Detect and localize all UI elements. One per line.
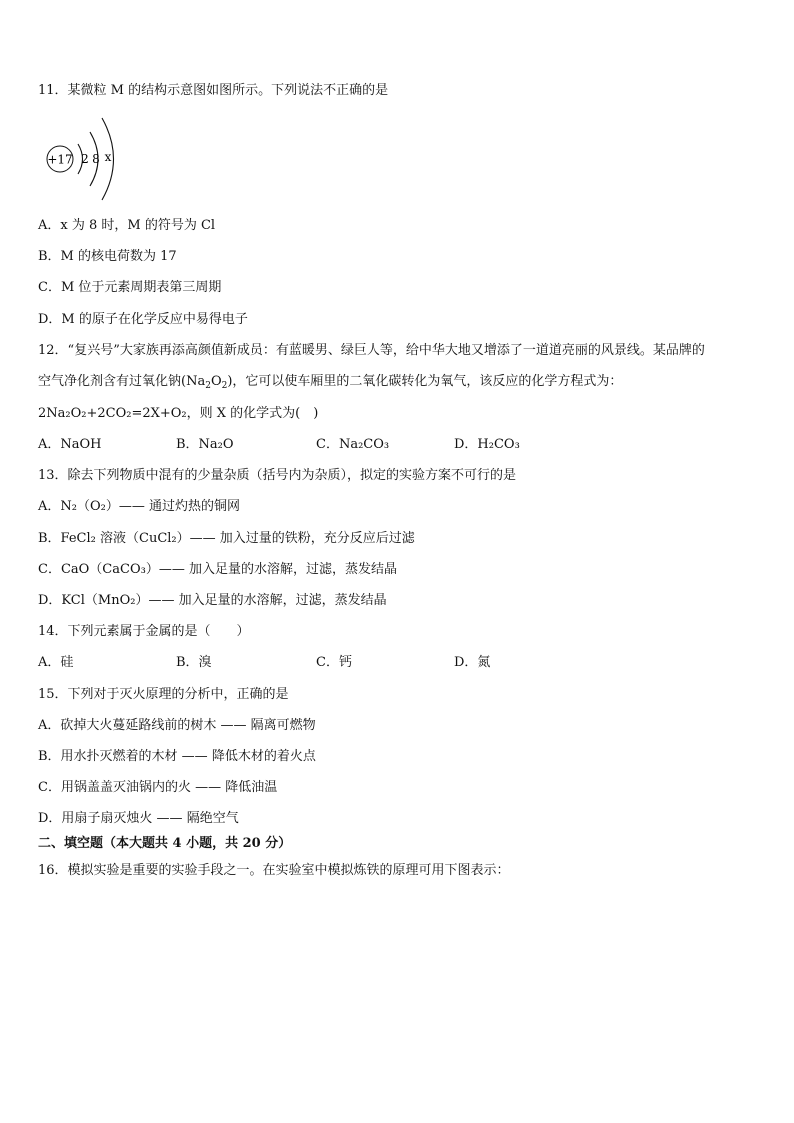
- q12-option-a: A．NaOH: [38, 437, 102, 452]
- q13-stem: 13．除去下列物质中混有的少量杂质（括号内为杂质），拟定的实验方案不可行的是: [38, 468, 517, 483]
- q14-stem: 14．下列元素属于金属的是（ ）: [38, 624, 250, 639]
- q12-option-b: B．Na₂O: [176, 437, 234, 452]
- q12-line-2: [38, 373, 764, 391]
- nucleus-charge: +17: [47, 152, 73, 167]
- q12-line-2-sub2: 2: [221, 381, 228, 391]
- q14-option-c: C．钙: [316, 655, 352, 670]
- shell3-electrons: x: [104, 150, 112, 164]
- q13-option-d: D．KCl（MnO₂）—— 加入足量的水溶解，过滤，蒸发结晶: [38, 593, 387, 608]
- section-2-title: 二、填空题（本大题共 4 小题，共 20 分）: [38, 836, 292, 851]
- q12-options: [38, 436, 764, 454]
- q12-line-2-sub: 2: [205, 381, 211, 391]
- q11-option-c: C．M 位于元素周期表第三周期: [38, 280, 222, 295]
- q14-option-b: B．溴: [176, 655, 212, 670]
- q16-stem: 16．模拟实验是重要的实验手段之一。在实验室中模拟炼铁的原理可用下图表示：: [38, 863, 510, 878]
- q15-stem: 15．下列对于灭火原理的分析中，正确的是: [38, 687, 289, 702]
- q12-line-3: 2Na₂O₂+2CO₂=2X+O₂，则 X 的化学式为( ): [38, 406, 319, 421]
- shell2-electrons: 8: [92, 152, 100, 166]
- q13-option-b: B．FeCl₂ 溶液（CuCl₂）—— 加入过量的铁粉，充分反应后过滤: [38, 531, 415, 546]
- q12-line-2-part-c: )，它可以使车厢里的二氧化碳转化为氧气，该反应的化学方程式为：: [227, 374, 623, 389]
- q14-options: [38, 654, 764, 672]
- q11-option-b: B．M 的核电荷数为 17: [38, 249, 177, 264]
- q13-option-c: C．CaO（CaCO₃）—— 加入足量的水溶解，过滤，蒸发结晶: [38, 562, 397, 577]
- q12-option-c: C．Na₂CO₃: [316, 437, 390, 452]
- q15-option-c: C．用锅盖盖灭油锅内的火 —— 降低油温: [38, 780, 278, 795]
- q15-option-a: A．砍掉大火蔓延路线前的树木 —— 隔离可燃物: [38, 718, 316, 733]
- q12-option-d: D．H₂CO₃: [454, 437, 520, 452]
- q11-option-a: A．x 为 8 时，M 的符号为 Cl: [38, 218, 216, 233]
- q15-option-d: D．用扇子扇灭烛火 —— 隔绝空气: [38, 811, 239, 826]
- q11-stem: 11．某微粒 M 的结构示意图如图所示。下列说法不正确的是: [38, 83, 389, 98]
- q14-option-a: A．硅: [38, 655, 74, 670]
- q12-line-2-part-b: O: [210, 374, 222, 389]
- q15-option-b: B．用水扑灭燃着的木材 —— 降低木材的着火点: [38, 749, 316, 764]
- q13-option-a: A．N₂（O₂）—— 通过灼热的铜网: [38, 499, 240, 514]
- q12-line-2-part-a: 空气净化剂含有过氧化钠(Na: [38, 374, 206, 389]
- q12-line-1: 12．“复兴号”大家族再添高颜值新成员：有蓝暖男、绿巨人等，给中华大地又增添了一道道亮丽的风景线。某品牌的: [38, 343, 705, 358]
- atom-structure-diagram: [40, 110, 130, 204]
- shell1-electrons: 2: [81, 152, 89, 166]
- q11-option-d: D．M 的原子在化学反应中易得电子: [38, 312, 248, 327]
- q14-option-d: D．氮: [454, 655, 491, 670]
